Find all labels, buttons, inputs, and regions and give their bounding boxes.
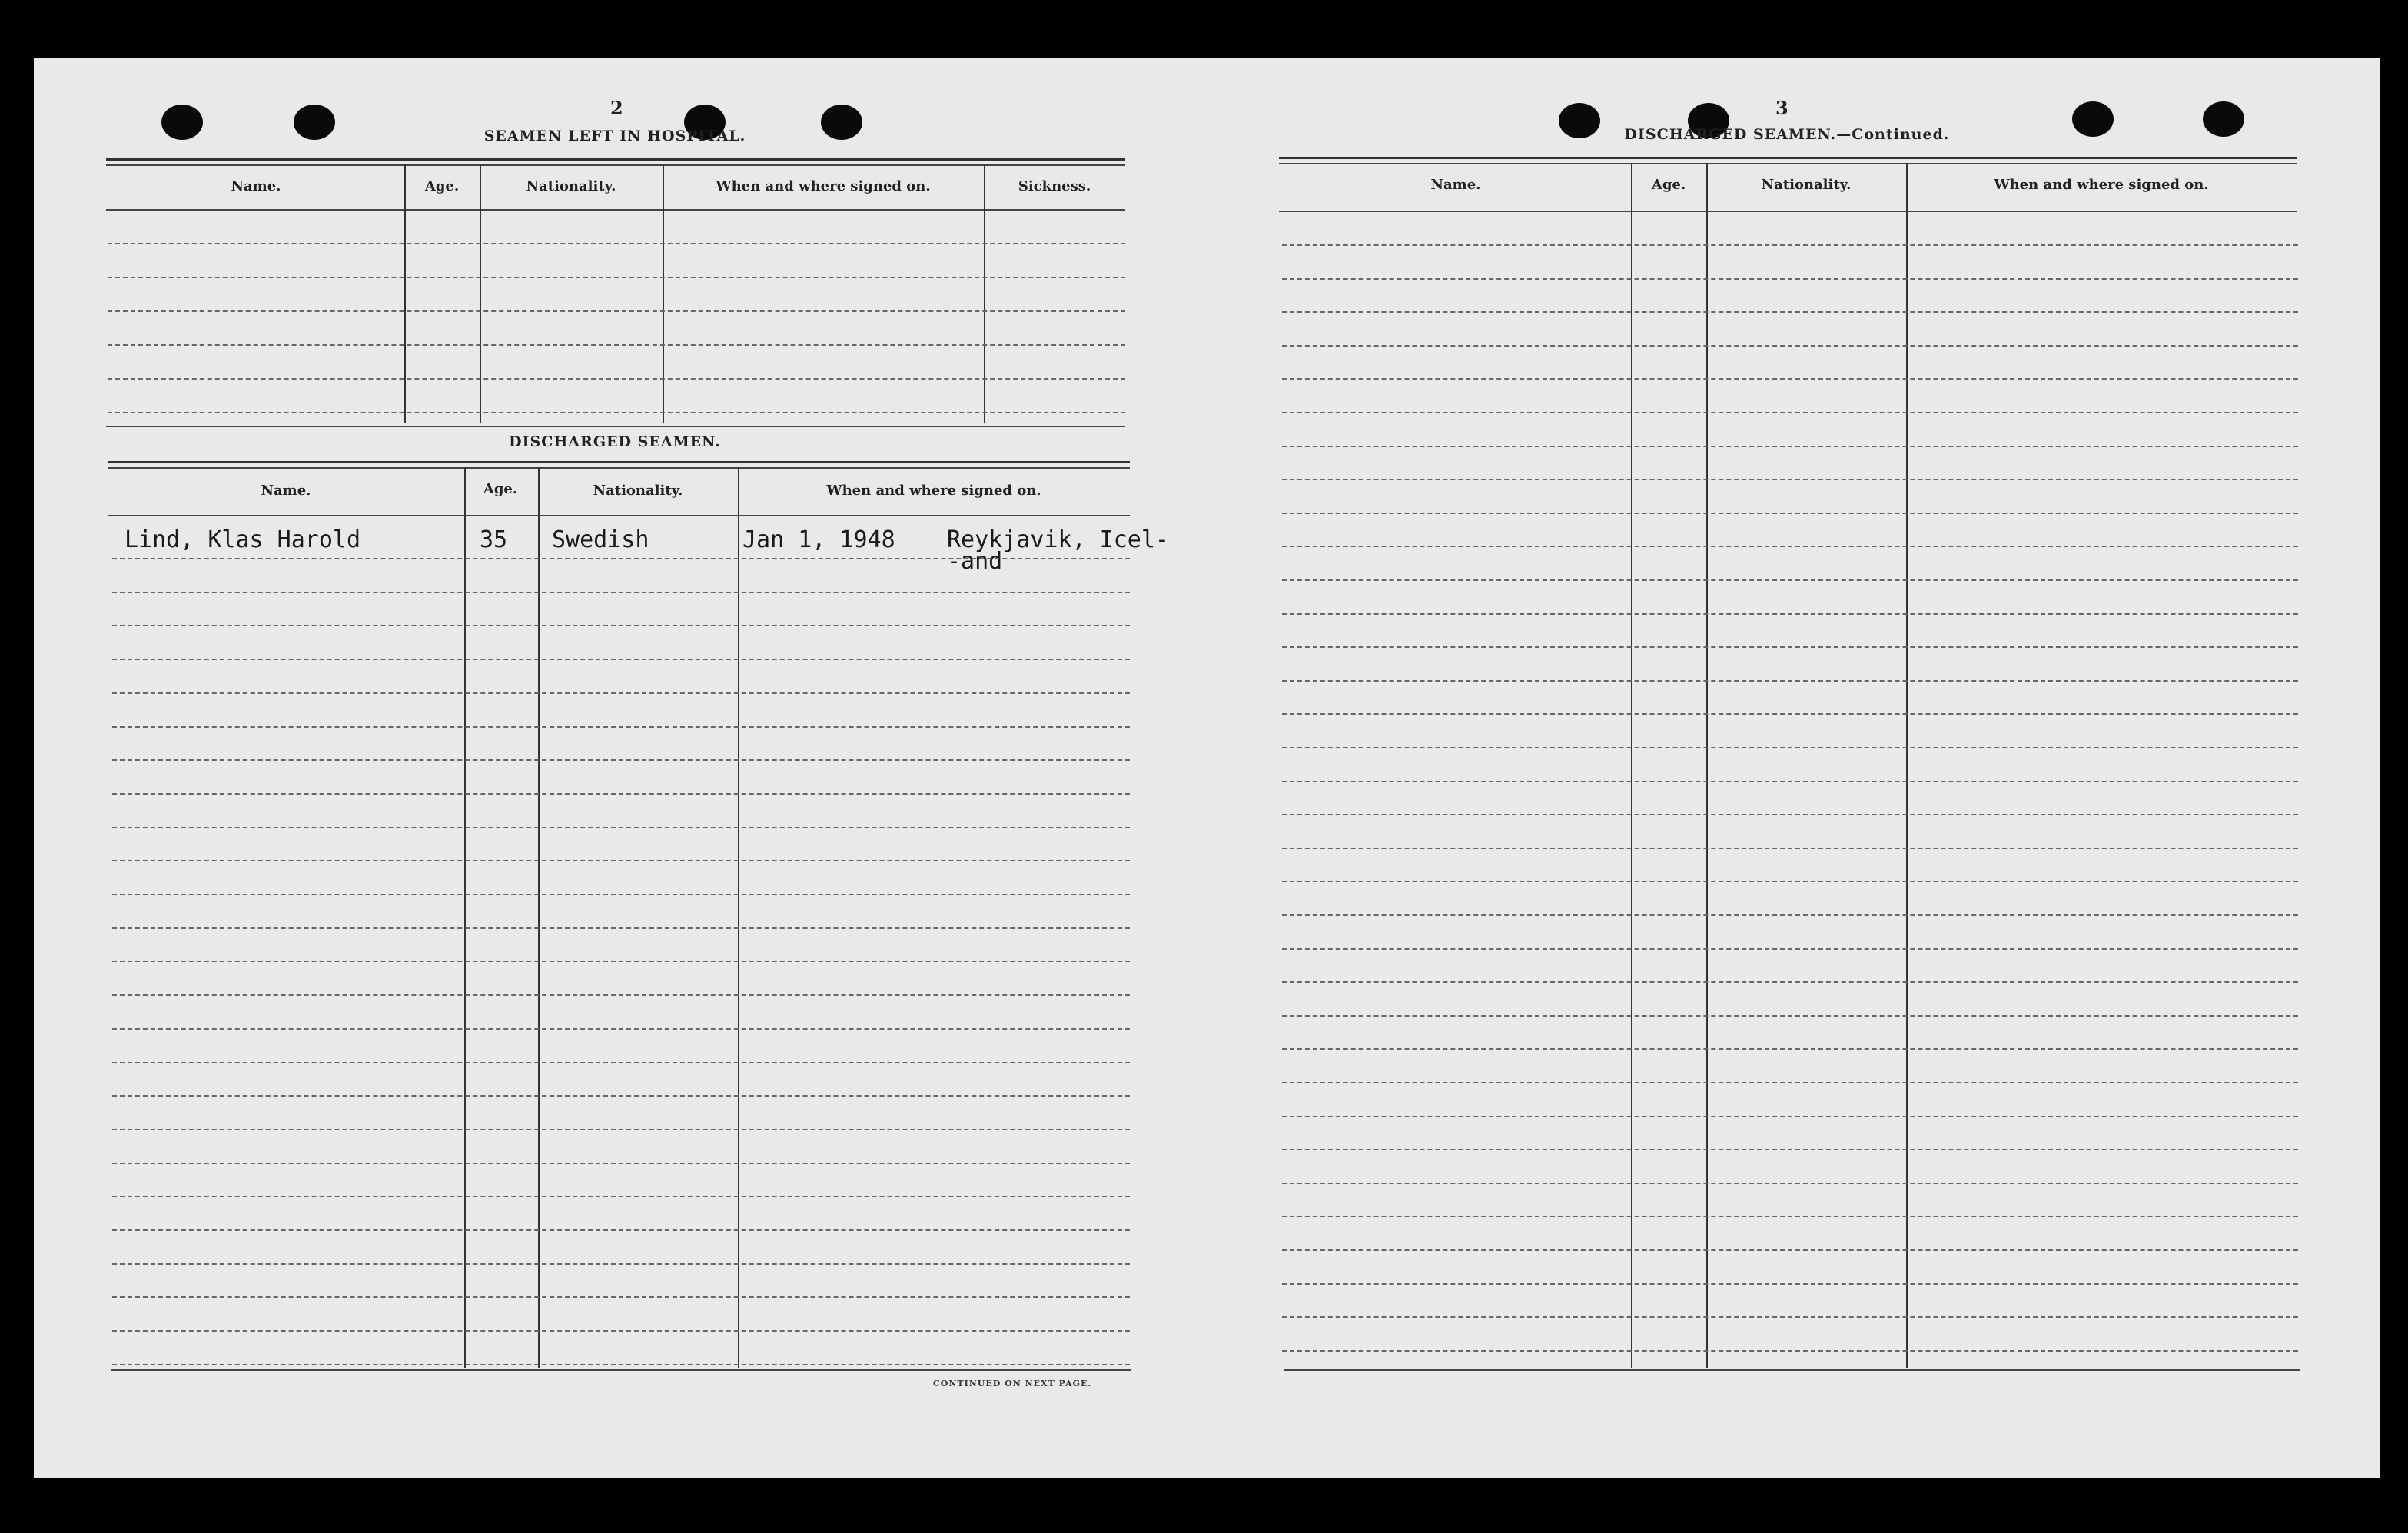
right-col-signed-on: When and where signed on. xyxy=(1994,177,2209,193)
hospital-top-rule xyxy=(106,158,1125,161)
ruled-line xyxy=(1282,948,2298,950)
ruled-line xyxy=(112,625,1130,626)
right-top-rule-2 xyxy=(1279,163,2297,164)
ruled-line xyxy=(1282,479,2298,480)
ruled-line xyxy=(1282,311,2298,313)
ruled-line xyxy=(112,1163,1130,1164)
ruled-line xyxy=(112,1330,1130,1332)
discharged-col-nationality: Nationality. xyxy=(593,483,683,499)
ruled-line xyxy=(1282,914,2298,916)
hospital-divider xyxy=(663,164,664,423)
ruled-line xyxy=(1282,244,2298,246)
ruled-line xyxy=(1282,1116,2298,1117)
punch-hole xyxy=(1559,103,1600,138)
ruled-line xyxy=(1282,1048,2298,1050)
entry-nationality: Swedish xyxy=(552,526,649,553)
ruled-line xyxy=(112,994,1130,996)
discharged-col-age: Age. xyxy=(483,481,518,497)
discharged-top-rule-2 xyxy=(108,467,1130,469)
ruled-line xyxy=(112,894,1130,895)
discharged-top-rule xyxy=(108,461,1130,463)
discharged-continued-title: DISCHARGED SEAMEN.—Continued. xyxy=(1624,126,1950,143)
ruled-line xyxy=(1282,981,2298,983)
discharged-section-title: DISCHARGED SEAMEN. xyxy=(509,433,721,450)
hospital-header-rule xyxy=(106,209,1125,211)
discharged-col-name: Name. xyxy=(261,483,311,499)
ruled-line xyxy=(1282,881,2298,882)
ruled-line xyxy=(1282,713,2298,715)
ruled-line xyxy=(1282,1249,2298,1251)
right-col-nationality: Nationality. xyxy=(1761,177,1852,193)
ruled-line xyxy=(1282,1015,2298,1017)
hospital-col-name: Name. xyxy=(231,178,281,194)
discharged-bottom-rule xyxy=(111,1369,1131,1371)
hospital-top-rule-2 xyxy=(106,164,1125,166)
ruled-line xyxy=(1282,814,2298,815)
ruled-line xyxy=(112,1028,1130,1030)
hospital-col-age: Age. xyxy=(424,178,460,194)
ruled-line xyxy=(108,344,1125,346)
hospital-section-title: SEAMEN LEFT IN HOSPITAL. xyxy=(483,128,746,144)
ruled-line xyxy=(112,1296,1130,1298)
ruled-line xyxy=(112,1196,1130,1197)
entry-date: Jan 1, 1948 xyxy=(742,526,895,553)
right-col-name: Name. xyxy=(1430,177,1481,193)
ruled-line xyxy=(108,310,1125,312)
hospital-bottom-rule xyxy=(106,426,1125,427)
ruled-line xyxy=(1282,1316,2298,1318)
ruled-line xyxy=(1282,680,2298,682)
ruled-line xyxy=(1282,378,2298,380)
ruled-line xyxy=(112,692,1130,694)
hospital-col-sickness: Sickness. xyxy=(1018,178,1091,194)
discharged-divider xyxy=(538,467,540,1368)
entry-age: 35 xyxy=(480,526,508,553)
punch-hole xyxy=(294,105,335,140)
ruled-line xyxy=(108,277,1125,278)
ruled-line xyxy=(112,860,1130,861)
ruled-line xyxy=(112,558,1130,559)
ruled-line xyxy=(1282,412,2298,413)
ruled-line xyxy=(112,793,1130,795)
ruled-line xyxy=(1282,1350,2298,1352)
ruled-line xyxy=(112,927,1130,929)
ruled-line xyxy=(112,1229,1130,1231)
ruled-line xyxy=(112,726,1130,728)
ruled-line xyxy=(112,1095,1130,1097)
ruled-line xyxy=(1282,1082,2298,1083)
continued-footer: CONTINUED ON NEXT PAGE. xyxy=(933,1379,1092,1389)
hospital-col-signed-on: When and where signed on. xyxy=(716,178,931,194)
document-sheet xyxy=(34,58,2380,1478)
ruled-line xyxy=(1282,613,2298,615)
hospital-divider xyxy=(984,164,985,423)
page-number-left: 2 xyxy=(610,97,623,119)
right-divider xyxy=(1631,163,1632,1368)
ruled-line xyxy=(1282,1216,2298,1217)
ruled-line xyxy=(108,412,1125,413)
ruled-line xyxy=(112,659,1130,660)
entry-place-cont: -and xyxy=(947,548,1003,575)
ruled-line xyxy=(112,592,1130,593)
ruled-line xyxy=(1282,345,2298,347)
punch-hole xyxy=(821,105,862,140)
discharged-header-rule xyxy=(108,515,1130,516)
ruled-line xyxy=(112,1364,1130,1365)
right-divider xyxy=(1906,163,1908,1368)
page-number-right: 3 xyxy=(1775,97,1789,119)
ruled-line xyxy=(1282,1149,2298,1150)
ruled-line xyxy=(1282,446,2298,447)
ruled-line xyxy=(1282,579,2298,581)
ruled-line xyxy=(112,961,1130,962)
ruled-line xyxy=(112,1129,1130,1130)
ruled-line xyxy=(1282,848,2298,849)
hospital-col-nationality: Nationality. xyxy=(526,178,616,194)
ruled-line xyxy=(1282,646,2298,648)
hospital-divider xyxy=(480,164,481,423)
ruled-line xyxy=(1282,1283,2298,1285)
ruled-line xyxy=(112,1263,1130,1265)
ruled-line xyxy=(1282,781,2298,782)
discharged-col-signed-on: When and where signed on. xyxy=(826,483,1041,499)
punch-hole xyxy=(161,105,203,140)
ruled-line xyxy=(1282,747,2298,748)
ruled-line xyxy=(108,243,1125,244)
ruled-line xyxy=(1282,1183,2298,1184)
discharged-divider xyxy=(464,467,466,1368)
ruled-line xyxy=(108,378,1125,380)
punch-hole xyxy=(2072,101,2114,137)
hospital-divider xyxy=(404,164,406,423)
ruled-line xyxy=(1282,513,2298,514)
right-divider xyxy=(1706,163,1708,1368)
ruled-line xyxy=(112,1062,1130,1063)
ruled-line xyxy=(112,759,1130,761)
entry-place: Reykjavik, Icel- xyxy=(947,526,1169,553)
right-col-age: Age. xyxy=(1651,177,1686,193)
entry-name: Lind, Klas Harold xyxy=(125,526,361,553)
ruled-line xyxy=(1282,546,2298,547)
right-header-rule xyxy=(1279,211,2297,212)
right-bottom-rule xyxy=(1284,1369,2300,1371)
punch-hole xyxy=(2203,101,2244,137)
ruled-line xyxy=(112,827,1130,828)
right-top-rule xyxy=(1279,157,2297,159)
ruled-line xyxy=(1282,278,2298,280)
discharged-divider xyxy=(738,467,739,1368)
